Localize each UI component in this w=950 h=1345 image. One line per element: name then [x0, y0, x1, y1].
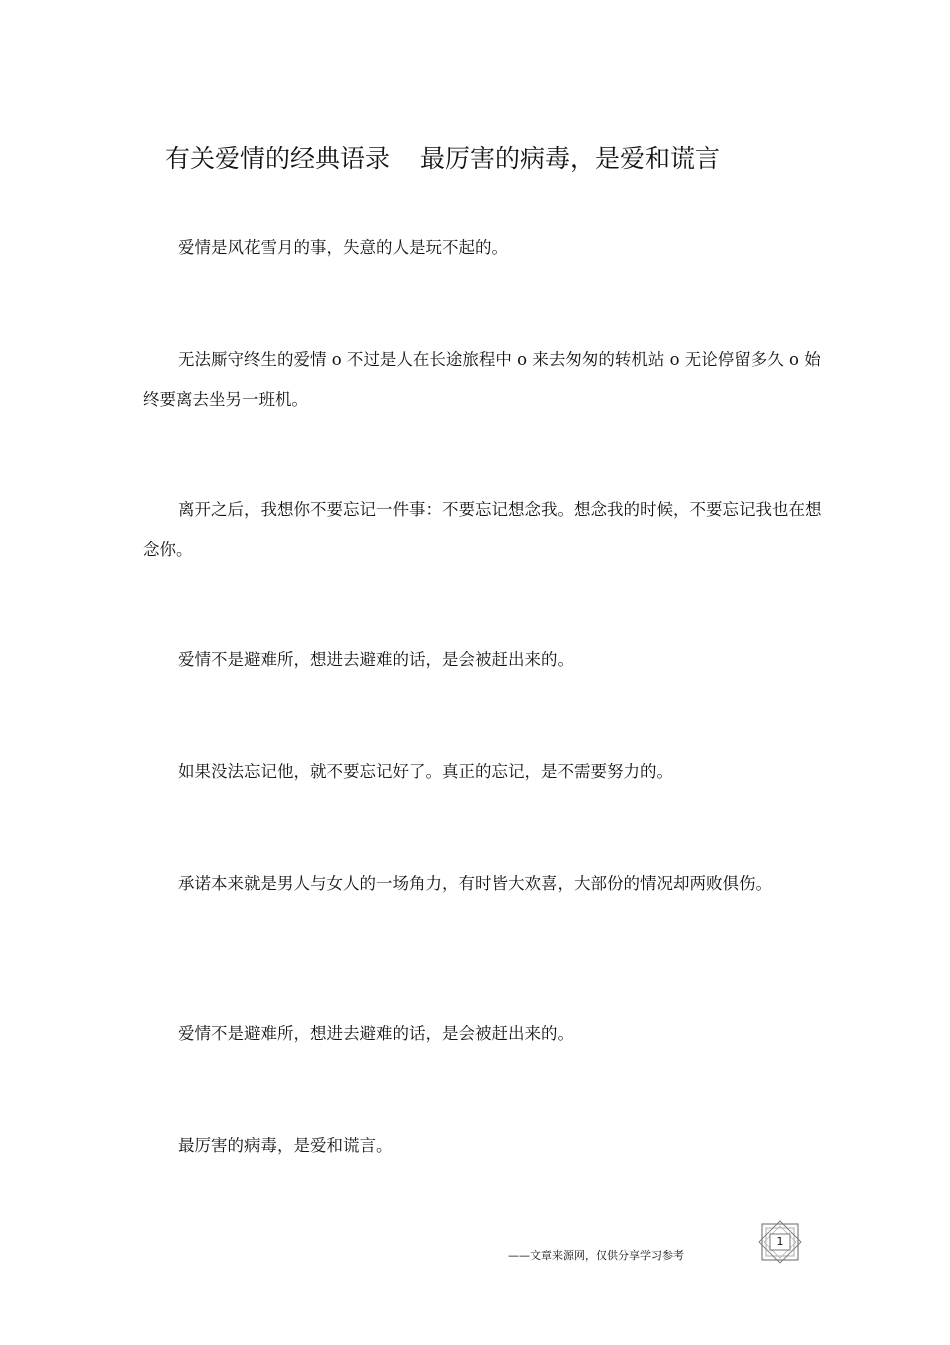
paragraph-3: 离开之后，我想你不要忘记一件事：不要忘记想念我。想念我的时候，不要忘记我也在想念你。 [143, 500, 822, 559]
paragraph-4: 爱情不是避难所，想进去避难的话，是会被赶出来的。 [178, 650, 574, 669]
title-part-2: 最厉害的病毒，是爱和谎言 [420, 144, 721, 173]
paragraph-6: 承诺本来就是男人与女人的一场角力，有时皆大欢喜，大部份的情况却两败俱伤。 [178, 874, 772, 893]
page-title [165, 142, 865, 176]
page-number: 1 [776, 1235, 784, 1248]
paragraph-5: 如果没法忘记他，就不要忘记好了。真正的忘记，是不需要努力的。 [178, 762, 673, 781]
title-part-1: 有关爱情的经典语录 [165, 144, 391, 173]
paragraph-8: 最厉害的病毒，是爱和谎言。 [178, 1136, 393, 1155]
paragraph-2: 无法厮守终生的爱情 o 不过是人在长途旅程中 o 来去匆匆的转机站 o 无论停留多久 o 始终要离去坐另一班机。 [143, 350, 821, 409]
paragraph-1: 爱情是风花雪月的事，失意的人是玩不起的。 [178, 238, 508, 257]
paragraph-7: 爱情不是避难所，想进去避难的话，是会被赶出来的。 [178, 1024, 574, 1043]
footer-source-note: ——文章来源网，仅供分享学习参考 [508, 1249, 684, 1262]
